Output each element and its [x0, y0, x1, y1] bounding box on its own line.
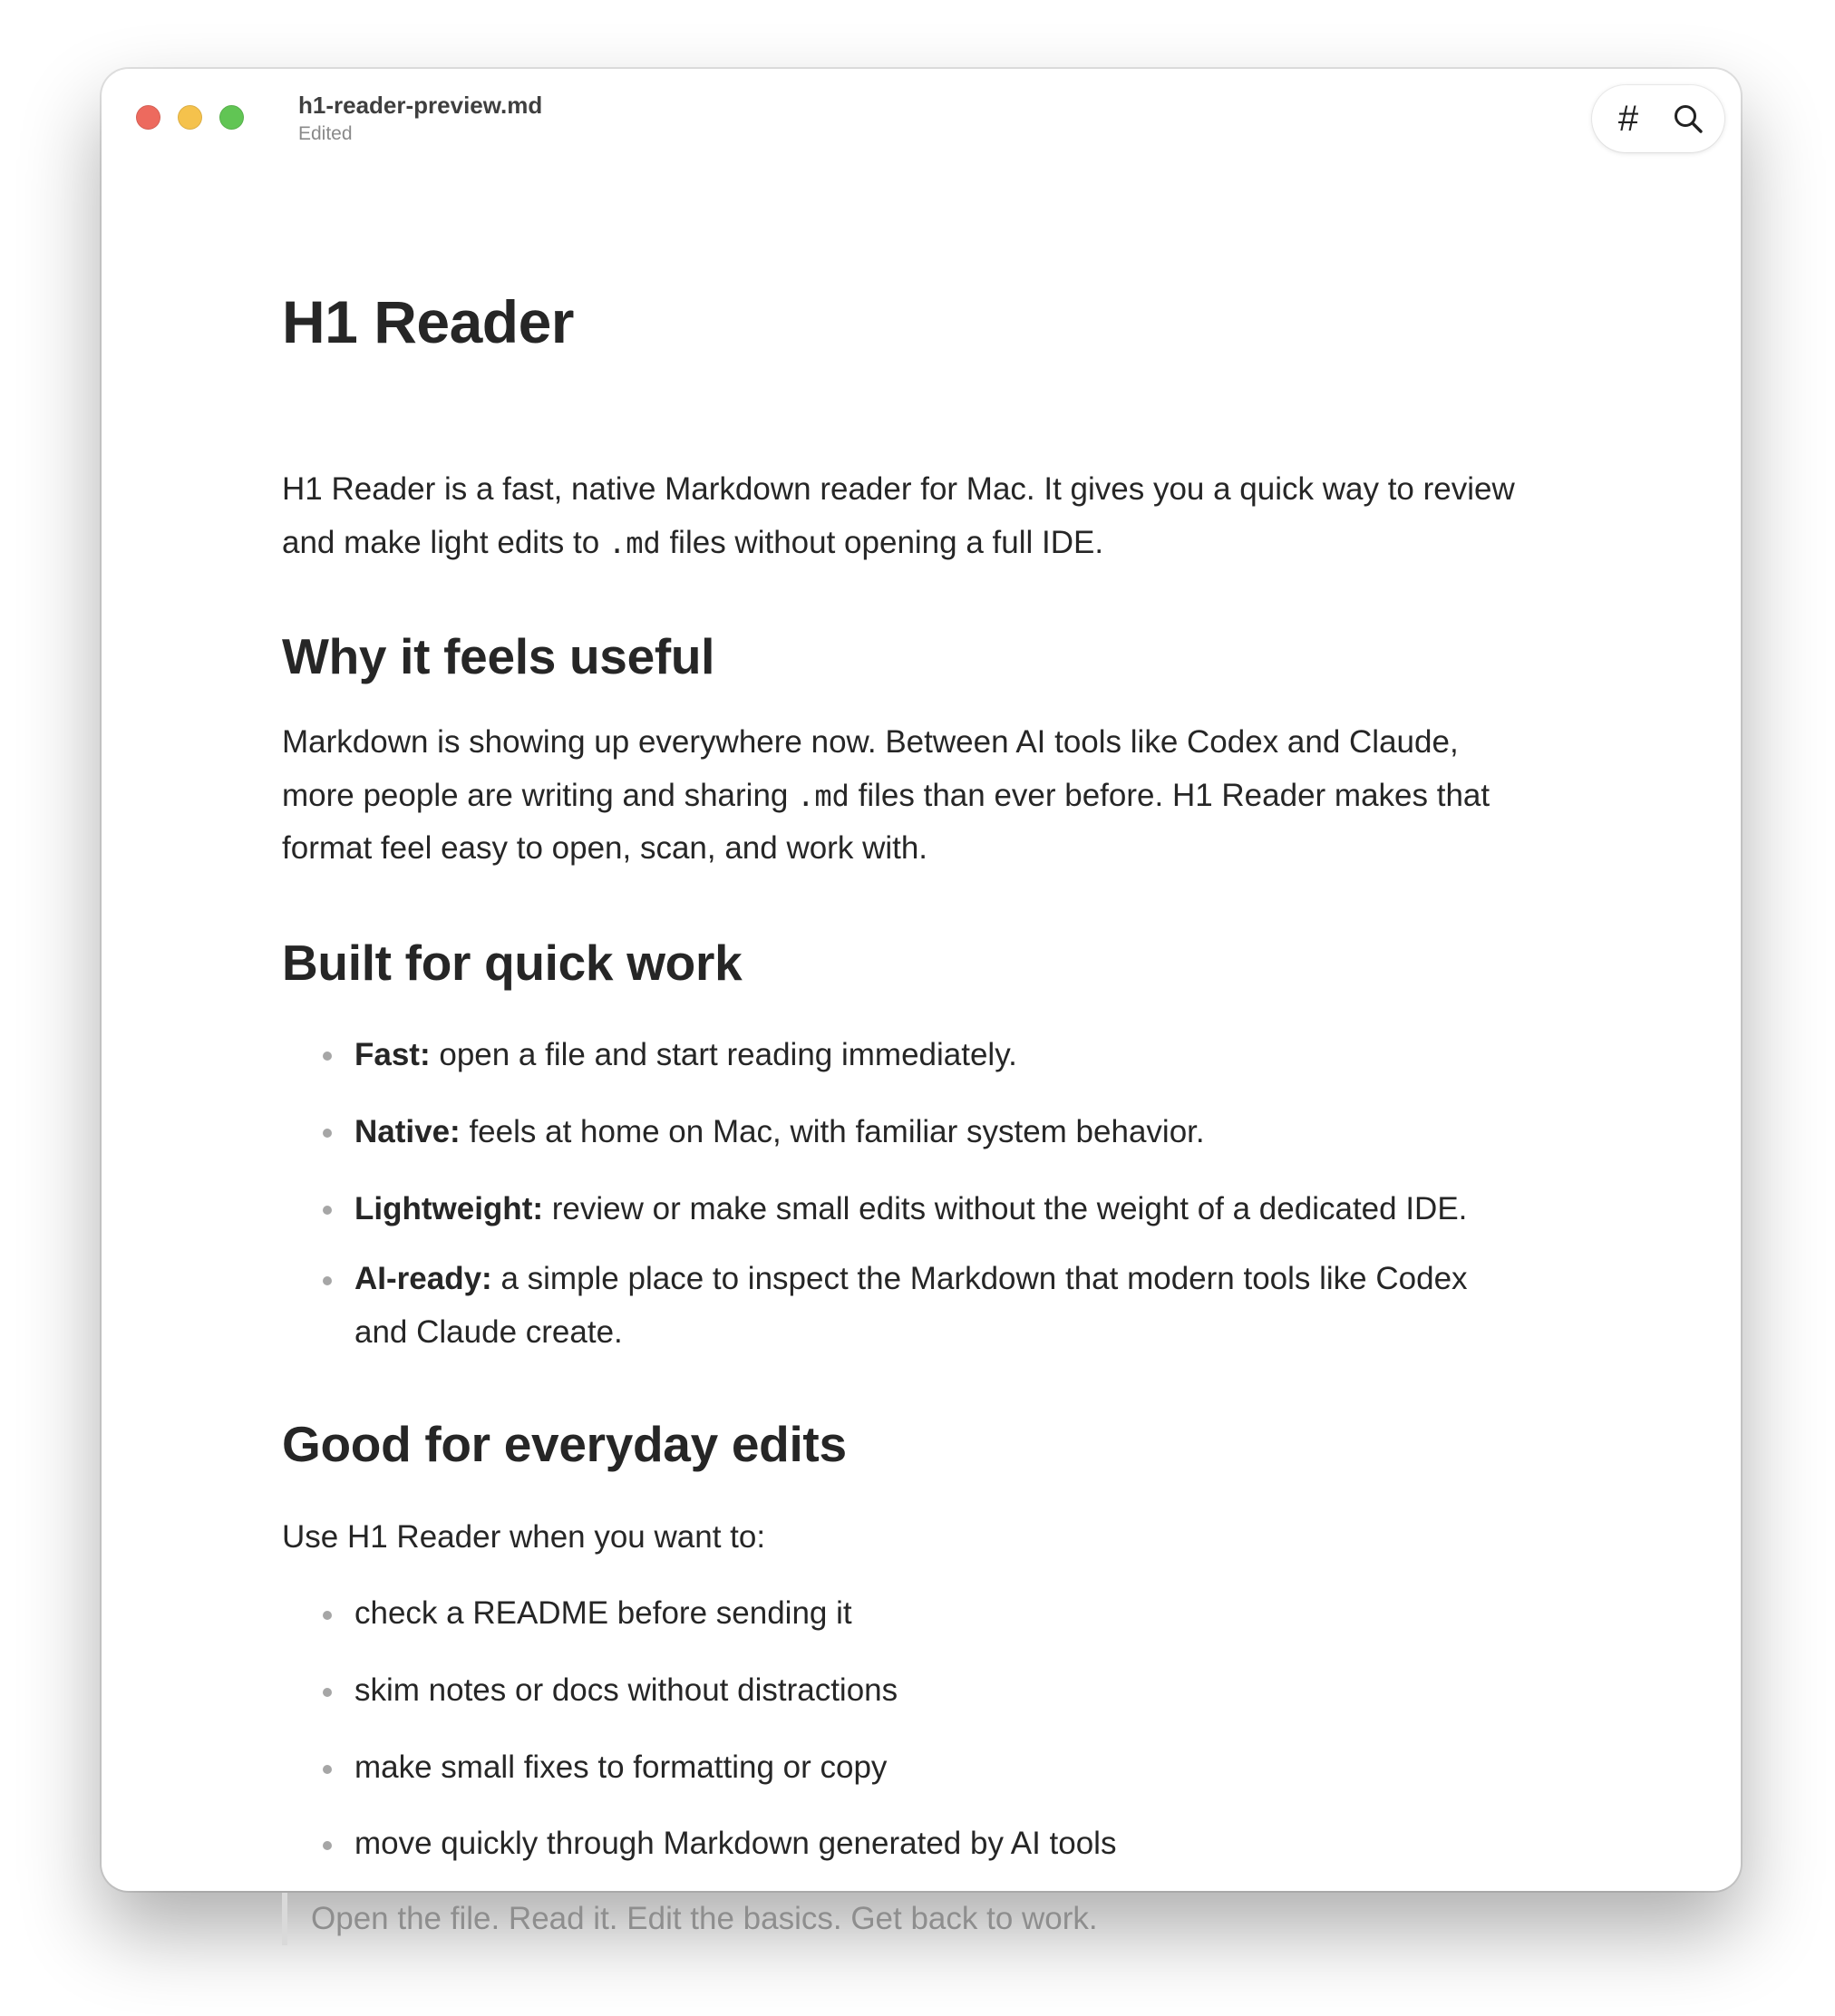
list-item: skim notes or docs without distractions — [354, 1672, 898, 1708]
close-window-button[interactable] — [136, 105, 160, 130]
title-block — [298, 93, 542, 143]
toolbar-group — [1592, 85, 1724, 152]
search-button[interactable] — [1660, 85, 1716, 152]
list-item: Native: feels at home on Mac, with familiar system behavior. — [354, 1114, 1205, 1149]
bullet-dot — [323, 1276, 332, 1285]
heading-built: Built for quick work — [282, 935, 743, 991]
search-icon — [1672, 102, 1704, 135]
list-item: check a README before sending it — [354, 1595, 852, 1631]
intro-paragraph: H1 Reader is a fast, native Markdown reader for Mac. It gives you a quick way to review and make light edits to .md files without opening a full IDE. — [282, 471, 1515, 560]
minimize-window-button[interactable] — [178, 105, 202, 130]
bullet-dot — [323, 1052, 332, 1061]
doc-title: H1 Reader — [282, 288, 574, 355]
outline-button[interactable] — [1600, 85, 1656, 152]
document-title[interactable]: h1-reader-preview.md — [298, 92, 543, 119]
list-item: move quickly through Markdown generated by AI tools — [354, 1826, 1117, 1861]
bullet-dot — [323, 1611, 332, 1620]
bullet-dot — [323, 1765, 332, 1774]
blockquote-text: Open the file. Read it. Edit the basics. Get back to work. — [311, 1901, 1098, 1936]
why-paragraph: Markdown is showing up everywhere now. Between AI tools like Codex and Claude, more people are writing and sharing .md files than ever before. H1 Reader makes that format feel easy to open, scan, and work with. — [282, 724, 1490, 866]
app-window — [102, 69, 1741, 1936]
heading-why: Why it feels useful — [282, 628, 715, 684]
blockquote-bar — [282, 1893, 287, 1945]
list-item: make small fixes to formatting or copy — [354, 1749, 888, 1785]
list-item: Fast: open a file and start reading immediately. — [354, 1037, 1017, 1072]
inline-code: .md — [797, 778, 850, 813]
bullet-dot — [323, 1688, 332, 1697]
hash-icon: # — [1617, 98, 1639, 139]
zoom-window-button[interactable] — [219, 105, 244, 130]
list-item: AI-ready: a simple place to inspect the Markdown that modern tools like Codex and Claude create. — [354, 1261, 1468, 1350]
bullet-dot — [323, 1129, 332, 1138]
document-status: Edited — [298, 123, 353, 144]
list-item: Lightweight: review or make small edits without the weight of a dedicated IDE. — [354, 1191, 1468, 1226]
bullet-dot — [323, 1206, 332, 1215]
bullet-dot — [323, 1841, 332, 1850]
traffic-lights — [136, 105, 244, 130]
inline-code: .md — [607, 525, 661, 560]
edits-lead: Use H1 Reader when you want to: — [282, 1519, 766, 1555]
heading-edits: Good for everyday edits — [282, 1416, 847, 1472]
